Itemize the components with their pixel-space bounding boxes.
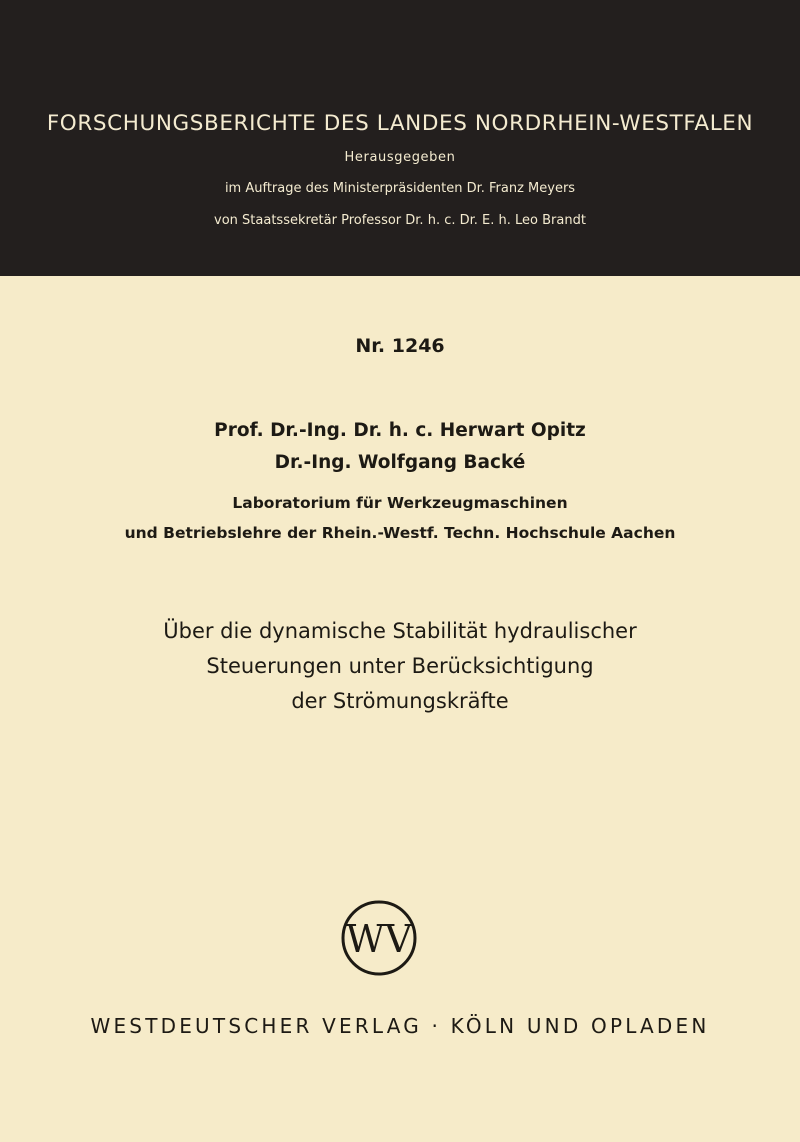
title-line-1: Über die dynamische Stabilität hydraulischer [163,619,637,643]
publisher-imprint: WESTDEUTSCHER VERLAG · KÖLN UND OPLADEN [90,1014,710,1038]
author-1: Prof. Dr.-Ing. Dr. h. c. Herwart Opitz [214,420,586,441]
author-2: Dr.-Ing. Wolfgang Backé [274,452,526,473]
series-title: FORSCHUNGSBERICHTE DES LANDES NORDRHEIN-WESTFALEN [46,111,754,136]
institution-line-1: Laboratorium für Werkzeugmaschinen [232,494,568,512]
title-line-3: der Strömungskräfte [291,689,509,713]
title-line-2: Steuerungen unter Berücksichtigung [206,654,594,678]
westdeutscher-verlag-ww-logo [339,898,419,978]
institution-line-2: und Betriebslehre der Rhein.-Westf. Techn. Hochschule Aachen [124,524,676,542]
report-number: Nr. 1246 [355,335,445,357]
publisher-note-line-1: Herausgegeben [344,150,456,165]
series-header [0,0,800,276]
publisher-note-line-3: von Staatssekretär Professor Dr. h. c. Dr. E. h. Leo Brandt [214,213,586,228]
logo-letters: WV [345,917,413,961]
publisher-note-line-2: im Auftrage des Ministerpräsidenten Dr. Franz Meyers [224,181,576,196]
